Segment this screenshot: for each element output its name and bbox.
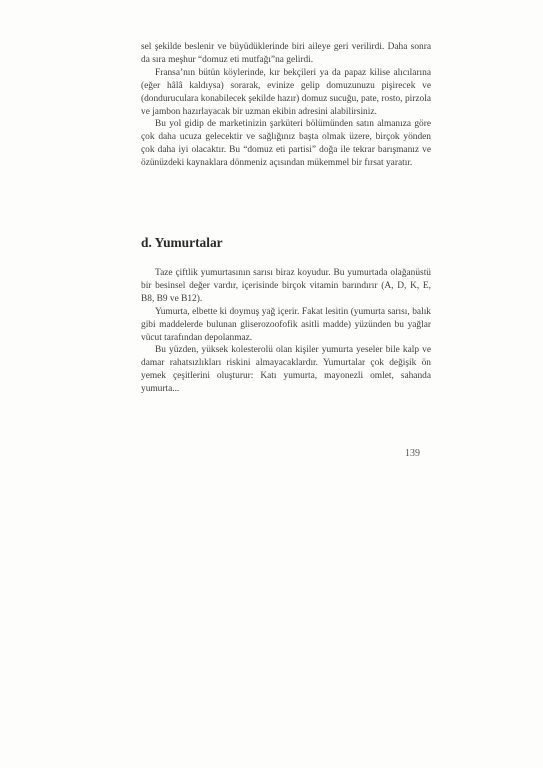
paragraph: Bu yüzden, yüksek kolesterolü olan kişiler yumurta yeseler bile kalp ve damar rahatsızlıkları riskini almayacaklardır. Yumurtalar çok değişik ön yemek çeşitlerini oluşturur: Katı yumurta, mayonezli omlet, sahanda yumurta... — [141, 345, 431, 395]
bottom-text-block — [141, 267, 431, 396]
paragraph: Bu yol gidip de marketinizin şarküteri bölümünden satın almanıza göre çok daha ucuza gelecektir ve sağlığınız başta olmak üzere, birçok yönden çok daha iyi olacaktır. Bu “domuz eti partisi” doğa ile tekrar barışmanız ve özünüzdeki kaynaklara dönmeniz açısından mükemmel bir fırsat yaratır. — [141, 119, 431, 169]
page-number: 139 — [405, 448, 420, 459]
paragraph: Yumurta, elbette ki doymuş yağ içerir. Fakat lesitin (yumurta sarısı, balık gibi maddelerde bulunan gliserozoofofik asitli madde) yüzünden bu yağlar vücut tarafından depolanmaz. — [141, 306, 431, 343]
section-heading: d. Yumurtalar — [141, 235, 223, 250]
paragraph: sel şekilde beslenir ve büyüdüklerinde biri aileye geri verilirdi. Daha sonra da sıra meşhur “domuz eti mutfağı”na gelirdi. — [141, 42, 431, 65]
top-text-block — [141, 41, 431, 170]
paragraph: Fransa’nın bütün köylerinde, kır bekçileri ya da papaz kilise alıcılarına (eğer hâlâ kaldıysa) sorarak, evinize gelip domuzunuzu pişirecek ve (donduruculara konabilecek şekilde hazır) domuz sucuğu, pate, rosto, pirzola ve jambon hazırlayacak bir uzman ekibin adresini alabilirsiniz. — [141, 67, 431, 117]
paragraph: Taze çiftlik yumurtasının sarısı biraz koyudur. Bu yumurtada olağanüstü bir besinsel değer vardır, içerisinde birçok vitamin barındırır (A, D, K, E, B8, B9 ve B12). — [141, 268, 431, 304]
